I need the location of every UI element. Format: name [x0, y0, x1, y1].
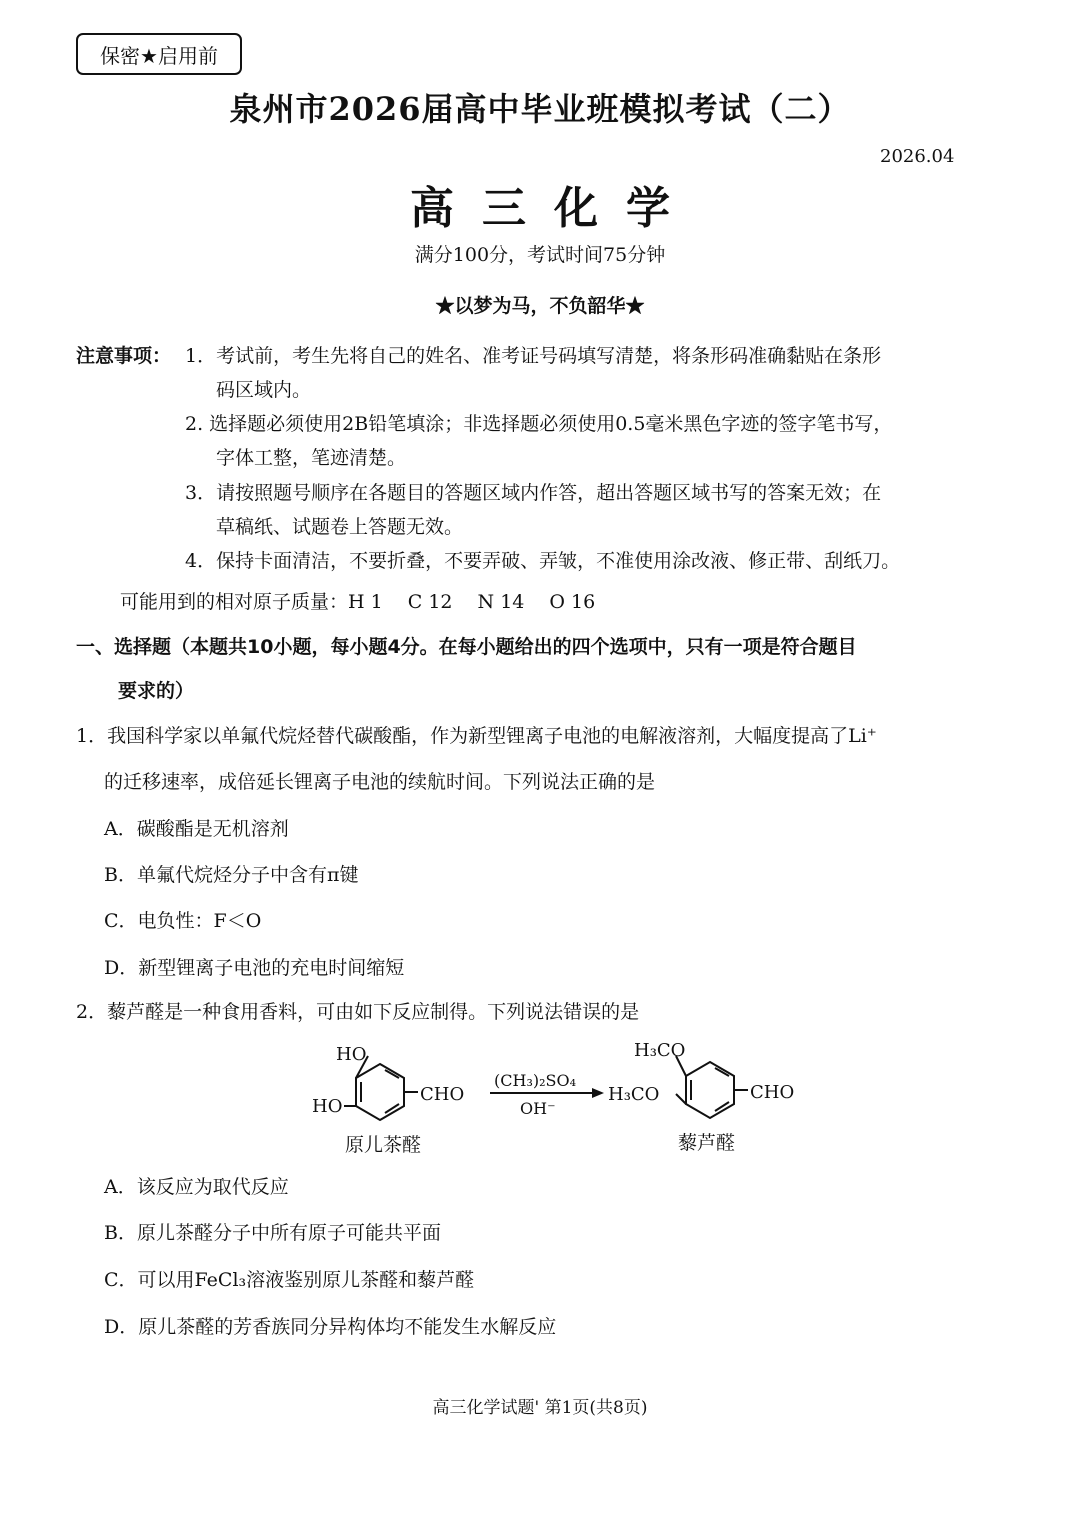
section-heading-line-2: 要求的） [118, 680, 195, 702]
section-heading-line-1: 一、选择题（本题共10小题，每小题4分。在每小题给出的四个选项中，只有一项是符合题目 [76, 636, 857, 658]
note-3-line-2: 草稿纸、试题卷上答题无效。 [216, 516, 464, 538]
reactant-substituent-1: HO [336, 1044, 367, 1065]
reactant-substituent-2: HO [312, 1096, 343, 1117]
reaction-arrowhead [592, 1088, 604, 1098]
q1-option-c: C．电负性：F＜O [104, 910, 262, 932]
note-3-line-1: 3．请按照题号顺序在各题目的答题区域内作答，超出答题区域书写的答案无效；在 [185, 482, 882, 504]
atomic-mass: 可能用到的相对原子质量：H 1 C 12 N 14 O 16 [120, 591, 596, 613]
q1-stem-line-2: 的迁移速率，成倍延长锂离子电池的续航时间。下列说法正确的是 [104, 771, 656, 793]
reactant-benzene-ring [344, 1056, 418, 1120]
note-4-line-1: 4．保持卡面清洁，不要折叠，不要弄破、弄皱，不准使用涂改液、修正带、刮纸刀。 [185, 550, 901, 572]
exam-title: 泉州市2026届高中毕业班模拟考试（二） [229, 90, 851, 128]
exam-date: 2026.04 [880, 146, 955, 167]
q2-option-a: A．该反应为取代反应 [104, 1176, 289, 1198]
q1-stem-line-1: 1．我国科学家以单氟代烷烃替代碳酸酯，作为新型锂离子电池的电解液溶剂，大幅度提高了Li⁺ [76, 725, 877, 747]
reaction-scheme [300, 1030, 820, 1166]
q1-option-d: D．新型锂离子电池的充电时间缩短 [104, 957, 405, 979]
q2-stem: 2．藜芦醛是一种食用香料，可由如下反应制得。下列说法错误的是 [76, 1001, 640, 1023]
notes-label: 注意事项： [76, 345, 172, 367]
q2-option-c: C．可以用FeCl₃溶液鉴别原儿茶醛和藜芦醛 [104, 1269, 475, 1291]
q1-option-a: A．碳酸酯是无机溶剂 [104, 818, 289, 840]
reagent-bottom: OH⁻ [520, 1099, 556, 1118]
subject-title: 高三化学 [410, 183, 698, 234]
exam-meta: 满分100分，考试时间75分钟 [414, 244, 666, 266]
exam-motto: ★以梦为马，不负韶华★ [435, 295, 645, 317]
product-name: 藜芦醛 [678, 1132, 736, 1154]
q1-option-b: B．单氟代烷烃分子中含有π键 [104, 864, 359, 886]
product-substituent-2: H₃CO [608, 1084, 660, 1105]
note-1-line-2: 码区域内。 [216, 379, 312, 401]
note-2-line-2: 字体工整，笔迹清楚。 [216, 447, 407, 469]
reactant-name: 原儿茶醛 [345, 1134, 422, 1156]
q2-option-d: D．原儿茶醛的芳香族同分异构体均不能发生水解反应 [104, 1316, 557, 1338]
note-2-line-1: 2. 选择题必须使用2B铅笔填涂；非选择题必须使用0.5毫米黑色字迹的签字笔书写， [185, 413, 893, 435]
reactant-aldehyde: CHO [420, 1084, 465, 1105]
confidential-badge: 保密★启用前 [76, 33, 242, 75]
q2-option-b: B．原儿茶醛分子中所有原子可能共平面 [104, 1222, 441, 1244]
product-substituent-1: H₃CO [634, 1040, 686, 1061]
product-aldehyde: CHO [750, 1082, 795, 1103]
note-1-line-1: 1．考试前，考生先将自己的姓名、准考证号码填写清楚，将条形码准确黏贴在条形 [185, 345, 882, 367]
product-benzene-ring [676, 1056, 748, 1118]
reagent-top: (CH₃)₂SO₄ [494, 1071, 576, 1090]
page-footer: 高三化学试题' 第1页(共8页) [432, 1398, 648, 1418]
